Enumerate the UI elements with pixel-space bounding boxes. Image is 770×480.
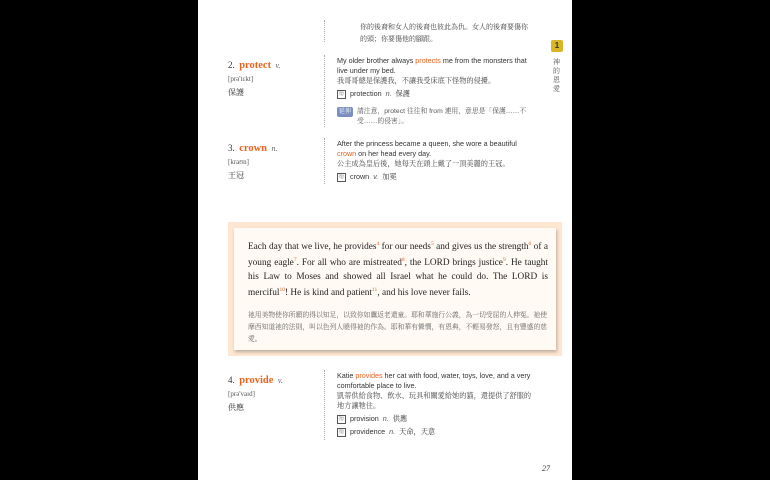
footnote-marker: 8	[401, 257, 405, 264]
verse-text: , and his love never fails.	[377, 287, 471, 298]
entry-headword-protect	[228, 55, 281, 98]
phonetic: [prə'tɛkt]	[228, 75, 254, 83]
dictionary-page	[198, 0, 572, 480]
column-divider	[324, 55, 325, 127]
entry-number: 2.	[228, 60, 235, 70]
example-translation: 凱蒂供給食物、飲水、玩具和關愛給她的貓，還提供了舒服的地方讓牠住。	[337, 391, 532, 410]
verse-card	[234, 228, 556, 350]
note-tag: 延伸	[339, 109, 352, 115]
entry-headword-provide	[228, 370, 283, 413]
part-of-speech: n.	[271, 144, 278, 153]
example-text: After the princess became a queen, she wore a beautiful	[337, 139, 517, 148]
continued-translation-line-1: 你的後裔和女人的後裔也彼此為仇。女人的後裔要傷你	[360, 24, 528, 31]
derivative-meaning: 天命，天意	[399, 427, 436, 436]
derivative-meaning: 保護	[395, 89, 410, 98]
entry-example-provide	[337, 371, 537, 437]
derivative-icon: 衍	[338, 173, 344, 180]
verse-chinese: 祂用美物使你所願的得以知足，以致你如鷹返老還童。耶和華施行公義，為一切受屈的人伸冤。祂使摩西知道祂的法則，叫以色列人曉得祂的作為。耶和華有憐憫，有恩典，不輕易發怒，且有豐盛的慈愛。	[248, 312, 548, 343]
column-divider	[324, 20, 325, 42]
column-divider	[324, 370, 325, 440]
derivative-pos: n.	[385, 89, 392, 98]
example-translation: 公主成為皇后後，她每天在頭上戴了一頂美麗的王冠。	[337, 159, 510, 168]
highlighted-word: crown	[337, 149, 357, 158]
entry-headword-crown	[228, 138, 277, 181]
verse-text: Each day that we live, he provides	[248, 242, 377, 253]
derivative-icon: 衍	[338, 428, 344, 435]
headword: protect	[239, 60, 272, 71]
continued-translation	[360, 22, 545, 46]
part-of-speech: v.	[277, 376, 283, 385]
chinese-definition: 保護	[228, 88, 244, 97]
verse-text: . For all who are mistreated	[296, 258, 402, 269]
example-text: on her head every day.	[356, 149, 432, 158]
derivative-row	[337, 89, 537, 99]
derivative-meaning: 加冕	[382, 172, 397, 181]
headword: provide	[239, 375, 274, 386]
example-text: me from the monsters that live under my bed.	[337, 56, 527, 75]
usage-note	[337, 107, 537, 127]
derivative-word: crown	[350, 172, 370, 181]
verse-text: for our needs	[379, 242, 431, 253]
derivative-word: provision	[350, 414, 379, 423]
derivative-word: protection	[350, 89, 382, 98]
footnote-marker: 7	[293, 257, 297, 264]
verse-text: ! He is kind and patient	[285, 287, 373, 298]
footnote-marker: 6	[528, 241, 532, 247]
verse-box	[228, 222, 562, 356]
verse-english	[248, 238, 548, 300]
continued-translation-line-2: 的頭；你要傷他的腳跟。	[360, 36, 437, 43]
entry-example-crown	[337, 139, 537, 182]
entry-example-protect	[337, 56, 537, 127]
derivative-word: providence	[350, 427, 386, 436]
headword: crown	[239, 143, 268, 154]
derivative-pos: n.	[382, 414, 389, 423]
chinese-definition: 王冠	[228, 171, 244, 180]
example-sentence	[337, 371, 537, 391]
example-text: her cat with food, water, toys, love, and a very comfortable place to live.	[337, 371, 531, 390]
derivative-row	[337, 172, 537, 182]
part-of-speech: v.	[275, 61, 281, 70]
column-divider	[324, 138, 325, 184]
footnote-marker: 9	[502, 257, 506, 264]
highlighted-word: protects	[415, 56, 441, 65]
derivative-pos: v.	[373, 172, 379, 181]
derivative-meaning: 供應	[392, 414, 408, 423]
phonetic: [prə'vaɪd]	[228, 390, 255, 398]
chapter-title: 神的恩愛	[553, 59, 560, 93]
highlighted-word: provides	[355, 371, 383, 380]
example-translation: 我哥哥總是保護我，不讓我受床底下怪物的侵擾。	[337, 76, 496, 85]
footnote-marker: 5	[430, 241, 434, 247]
chinese-definition: 供應	[228, 403, 244, 412]
chapter-tab: 1	[551, 40, 563, 52]
entry-number: 3.	[228, 143, 235, 153]
derivative-icon: 衍	[338, 415, 344, 422]
example-text: My older brother always	[337, 56, 416, 65]
verse-text: and gives us the strength	[433, 242, 529, 253]
phonetic: [kraʊn]	[228, 158, 249, 166]
page-number: 27	[542, 464, 550, 473]
verse-text: . He taught his Law to Moses and showed all Israel what he could do. The LORD is merciful	[248, 258, 548, 298]
footnote-marker: 4	[376, 241, 380, 247]
verse-text: of a young eagle	[248, 242, 548, 269]
note-text: 請注意，protect 往往和 from 連用，意思是「保護……不受……的侵害」。	[357, 108, 527, 125]
example-sentence	[337, 139, 537, 159]
example-text: Katie	[337, 371, 356, 380]
derivative-row	[337, 414, 537, 424]
derivative-pos: n.	[389, 427, 396, 436]
derivative-icon: 衍	[338, 90, 344, 97]
example-sentence	[337, 56, 537, 76]
footnote-marker: 11	[372, 286, 378, 293]
verse-text: , the LORD brings justice	[404, 258, 503, 269]
entry-number: 4.	[228, 375, 235, 385]
footnote-marker: 10	[279, 286, 285, 293]
derivative-row	[337, 427, 537, 437]
